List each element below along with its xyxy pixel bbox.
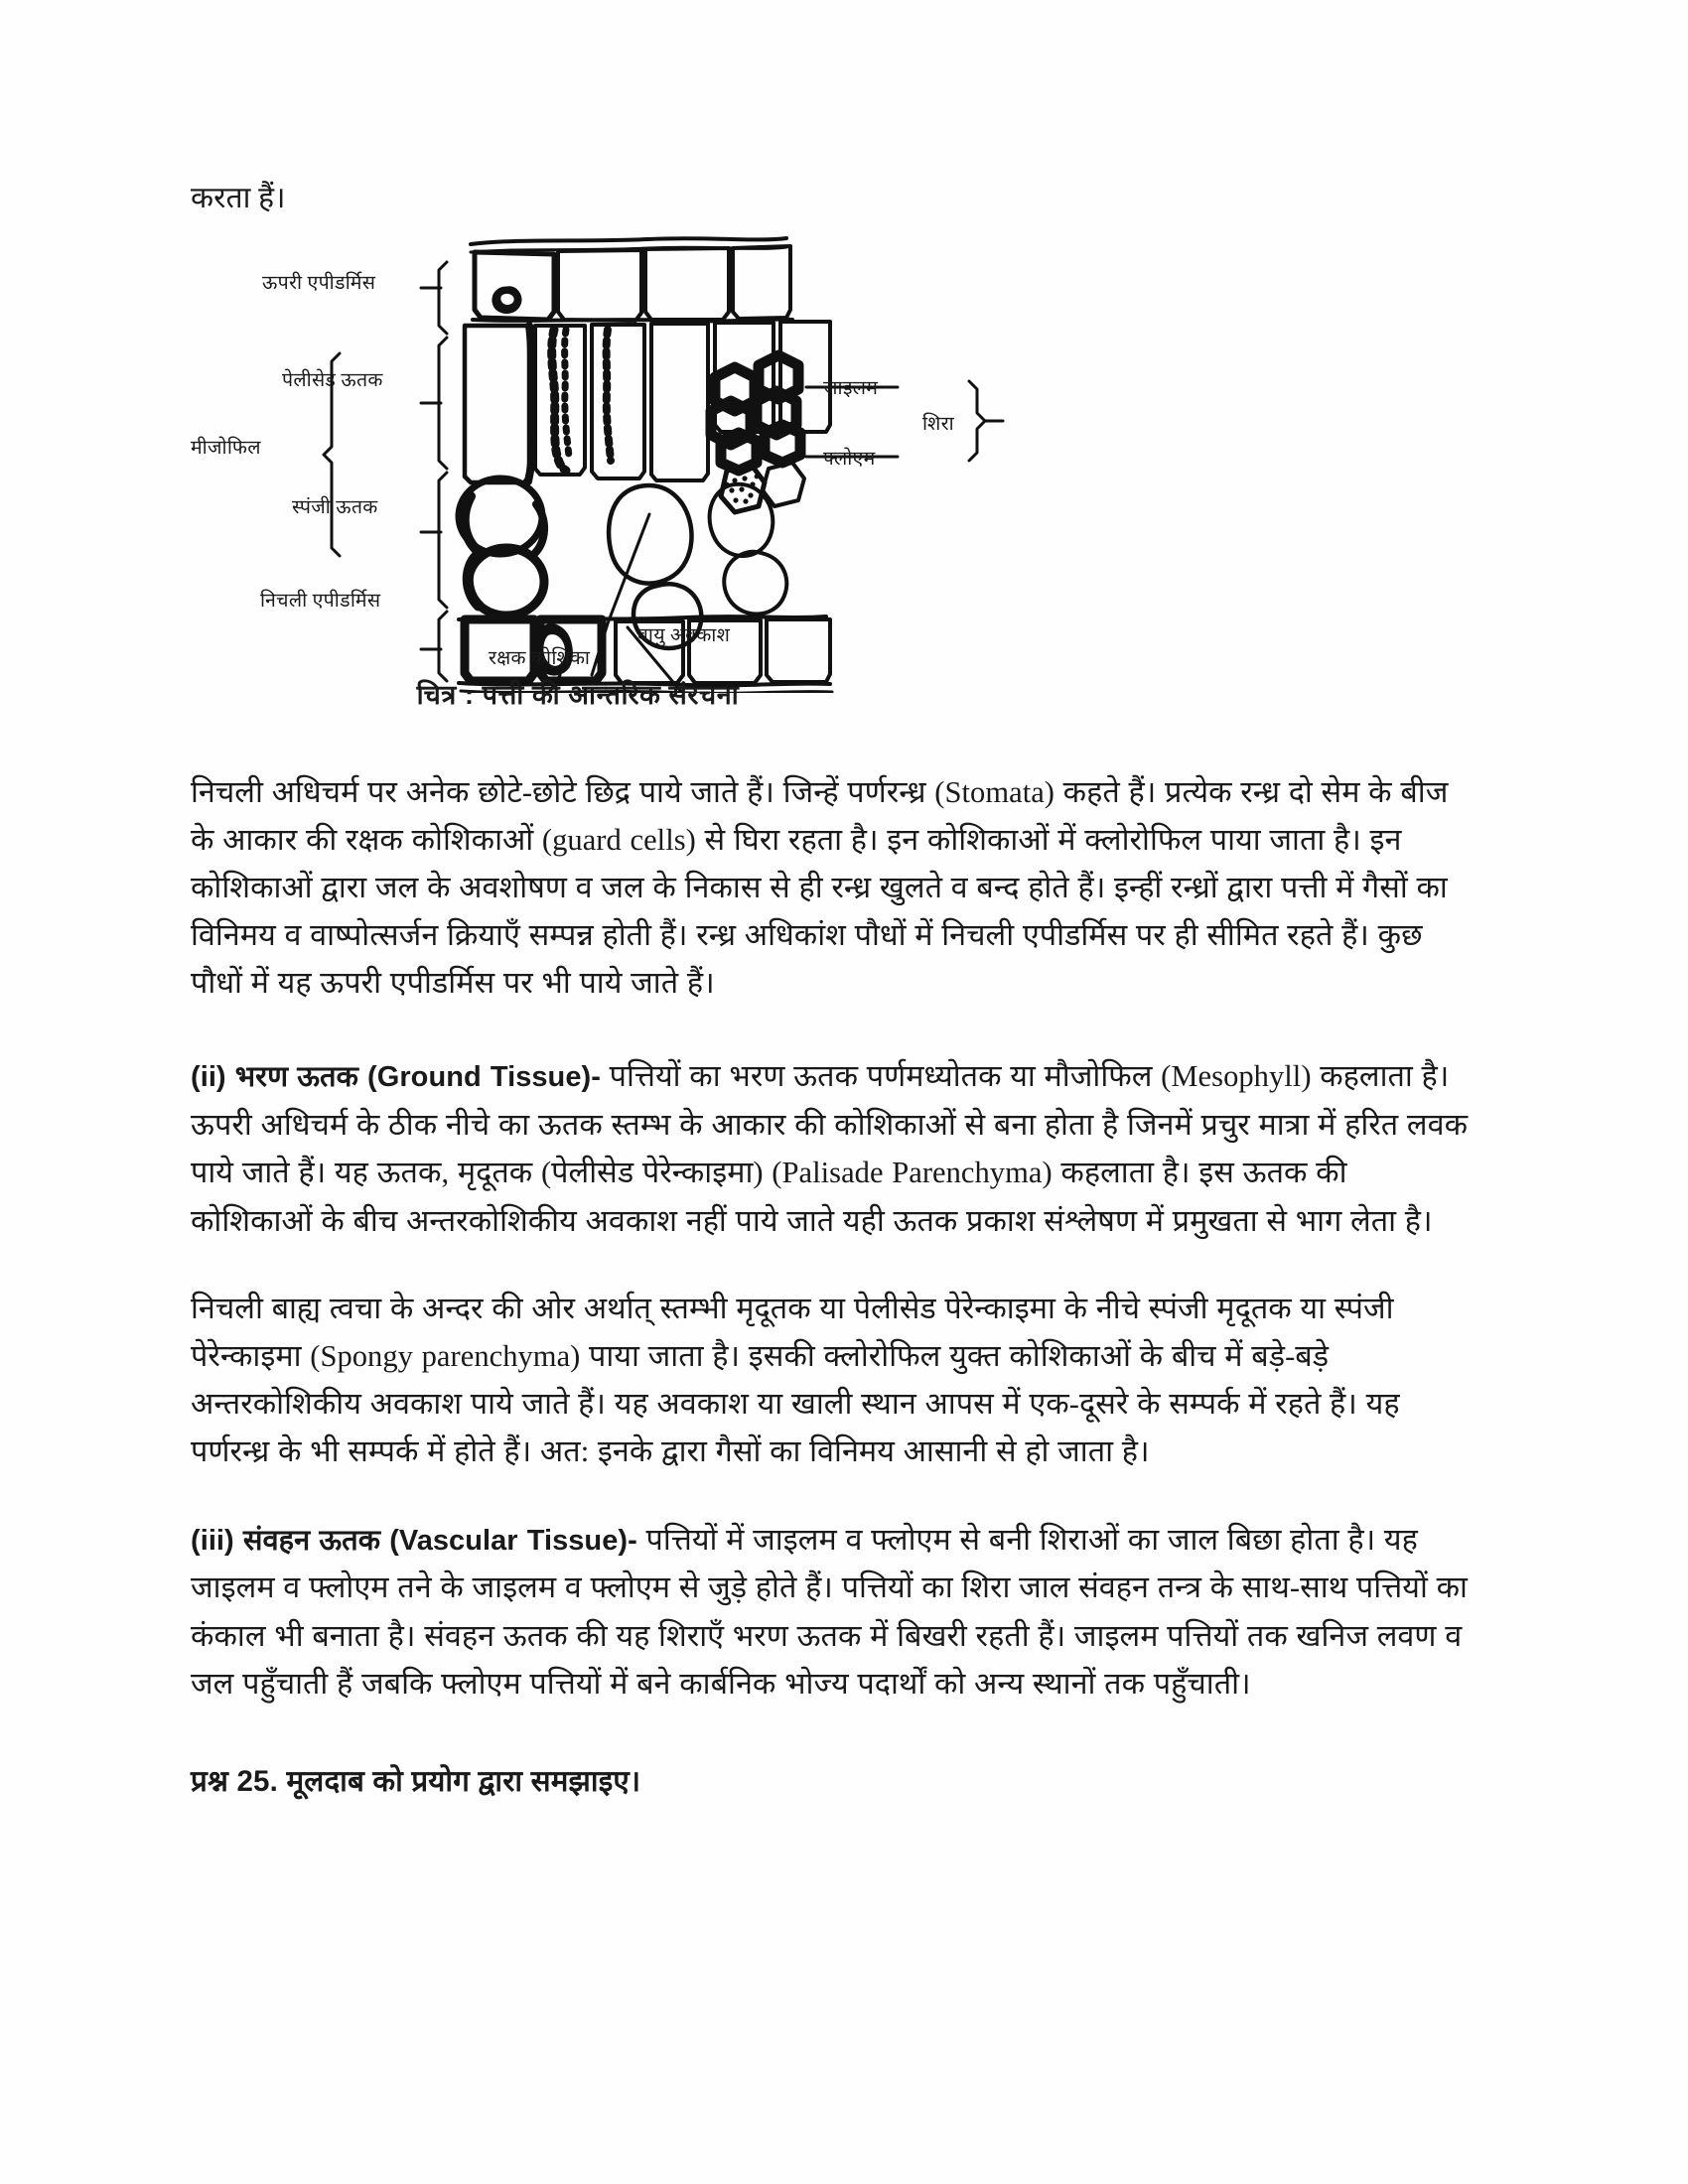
ground-tissue-lead-label: (ii) भरण ऊतक (Ground Tissue)- (191, 1061, 601, 1094)
figure-label-mesophyll: मीजोफिल (191, 437, 261, 459)
figure-label-air-space: वायु अवकाश (637, 624, 731, 646)
intro-continuation-line: करता हैं। (191, 182, 286, 214)
figure-label-lower-epidermis: निचली एपीडर्मिस (260, 590, 381, 612)
vascular-tissue-body-text: पत्तियों में जाइलम व फ्लोएम से बनी शिराओं का जाल बिछा होता है। यह जाइलम व फ्लोएम तने के जाइलम व फ्लोएम से जुड़े होते हैं। पत्तियों का शिरा जाल संवहन तन्त्र के साथ-साथ पत्तियों का कंकाल भी बनाता है। संवहन ऊतक की यह शिराएँ भरण ऊतक में बिखरी रहती हैं। जाइलम पत्तियों तक खनिज लवण व जल पहुँचाती हैं जबकि फ्लोएम पत्तियों में बने कार्बनिक भोज्य पदार्थों को अन्य स्थानों तक पहुँचाती। (191, 1522, 1468, 1701)
paragraph-ground-tissue (191, 1052, 1472, 1244)
page-content (191, 177, 1472, 1800)
figure-caption: चित्र : पत्ती की आन्तरिक संरचना (416, 679, 740, 710)
figure-label-vein: शिरा (922, 413, 954, 435)
leaf-cross-section-figure (191, 226, 1472, 743)
paragraph-stomata: निचली अधिचर्म पर अनेक छोटे-छोटे छिद्र पाये जाते हैं। जिन्हें पर्णरन्ध्र (Stomata) कहते हैं। प्रत्येक रन्ध्र दो सेम के बीज के आकार की रक्षक कोशिकाओं (guard cells) से घिरा रहता है। इन कोशिकाओं में क्लोरोफिल पाया जाता है। इन कोशिकाओं द्वारा जल के अवशोषण व जल के निकास से ही रन्ध्र खुलते व बन्द होते हैं। इन्हीं रन्ध्रों द्वारा पत्ती में गैसों का विनिमय व वाष्पोत्सर्जन क्रियाएँ सम्पन्न होती हैं। रन्ध्र अधिकांश पौधों में निचली एपीडर्मिस पर ही सीमित रहते हैं। कुछ पौधों में यह ऊपरी एपीडर्मिस पर भी पाये जाते हैं। (191, 774, 1449, 1001)
figure-label-upper-epidermis: ऊपरी एपीडर्मिस (262, 272, 376, 294)
question-heading-25: प्रश्न 25. मूलदाब को प्रयोग द्वारा समझाइए। (191, 1764, 641, 1798)
figure-label-guard-cell: रक्षक कोशिका (489, 647, 591, 669)
vascular-tissue-lead-label: (iii) संवहन ऊतक (Vascular Tissue)- (191, 1524, 637, 1557)
paragraph-spongy-parenchyma: निचली बाह्य त्वचा के अन्दर की ओर अर्थात् स्तम्भी मृदूतक या पेलीसेड पेरेन्काइमा के नीचे स्पंजी मृदूतक या स्पंजी पेरेन्काइमा (Spongy parenchyma) पाया जाता है। इसकी क्लोरोफिल युक्त कोशिकाओं के बीच में बड़े-बड़े अन्तरकोशिकीय अवकाश पाये जाते हैं। यह अवकाश या खाली स्थान आपस में एक-दूसरे के सम्पर्क में रहते हैं। यह पर्णरन्ध्र के भी सम्पर्क में होते हैं। अत: इनके द्वारा गैसों का विनिमय आसानी से हो जाता है। (191, 1291, 1400, 1469)
figure-label-spongy-tissue: स्पंजी ऊतक (292, 496, 378, 518)
figure-label-palisade-tissue: पेलीसेड ऊतक (282, 369, 383, 391)
figure-label-xylem: जाइलम (823, 377, 879, 399)
paragraph-vascular-tissue (191, 1516, 1472, 1707)
figure-label-phloem: फ्लोएम (823, 448, 876, 470)
ground-tissue-body-text: पत्तियों का भरण ऊतक पर्णमध्योतक या मौजोफिल (Mesophyll) कहलाता है। ऊपरी अधिचर्म के ठीक नीचे का ऊतक स्तम्भ के आकार की कोशिकाओं से बना होता है जिनमें प्रचुर मात्रा में हरित लवक पाये जाते हैं। यह ऊतक, मृदूतक (पेलीसेड पेरेन्काइमा) (Palisade Parenchyma) कहलाता है। इस ऊतक की कोशिकाओं के बीच अन्तरकोशिकीय अवकाश नहीं पाये जाते यही ऊतक प्रकाश संश्लेषण में प्रमुखता से भाग लेता है। (191, 1059, 1469, 1238)
